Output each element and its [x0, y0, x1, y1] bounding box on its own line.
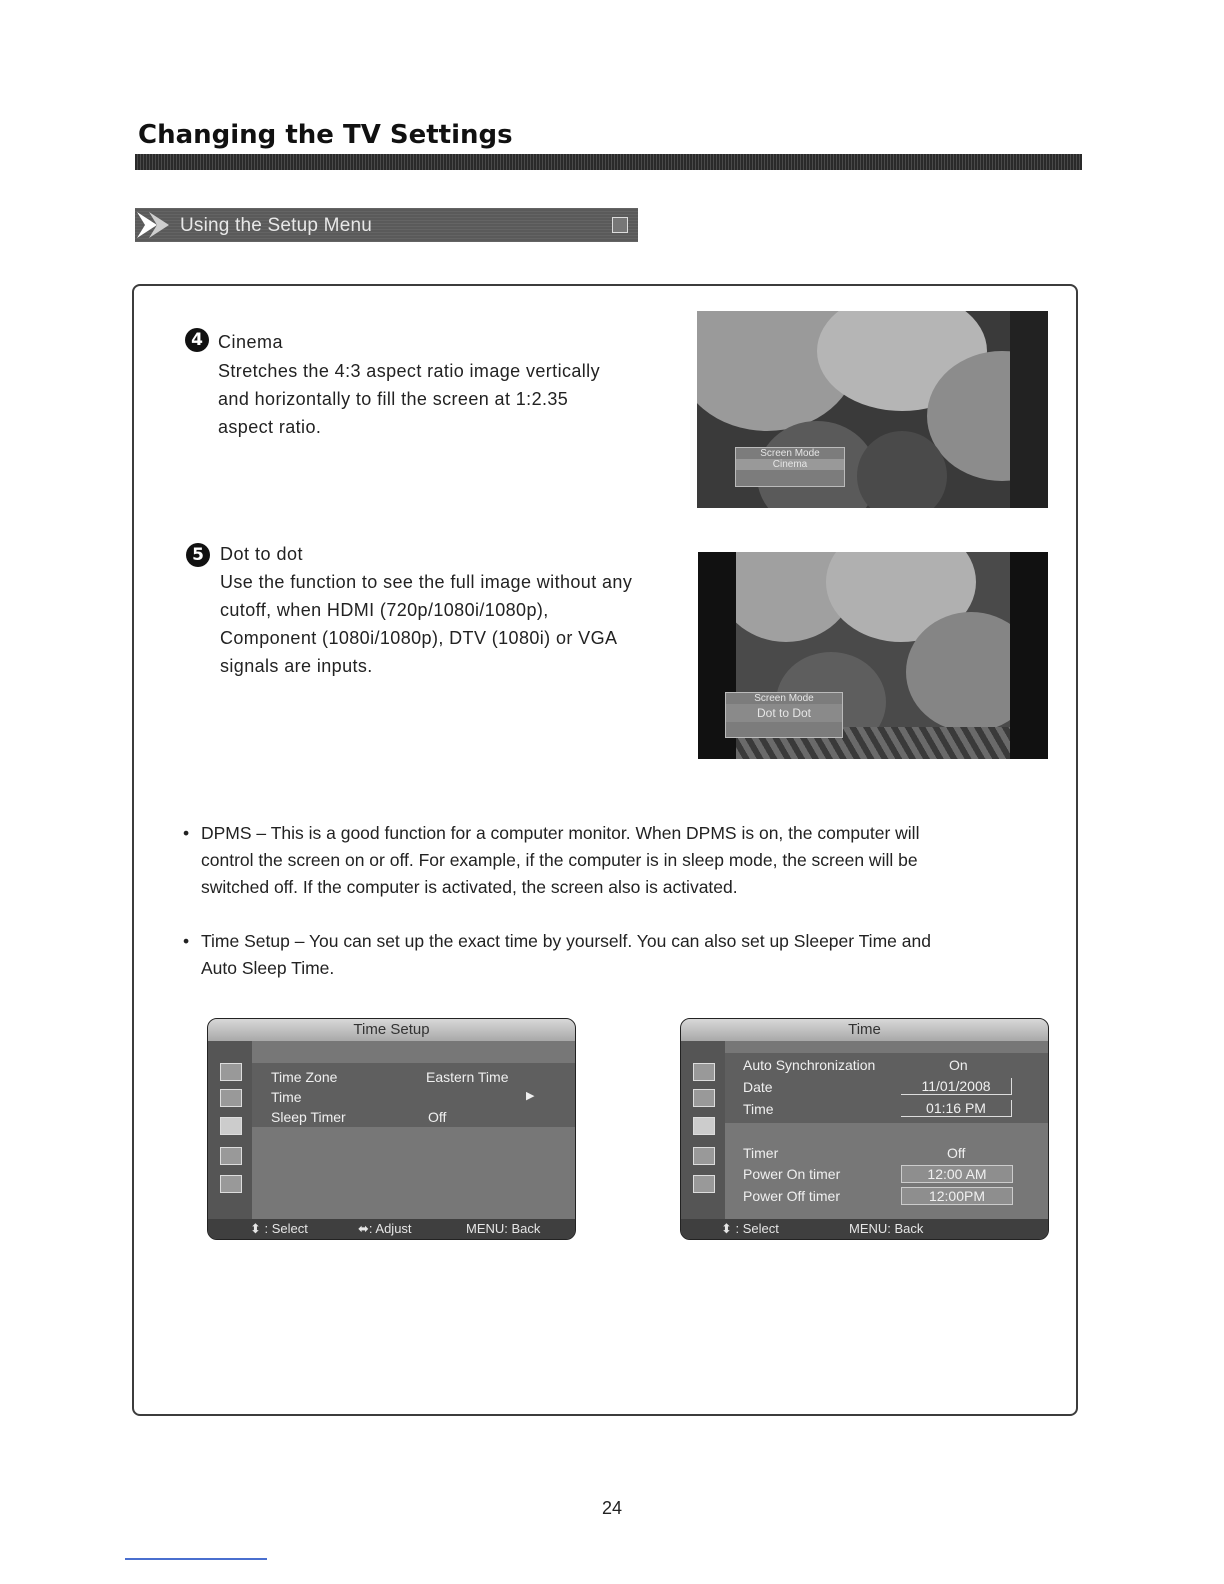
cinema-screenshot	[697, 311, 1048, 508]
picture-icon	[220, 1063, 242, 1081]
osd-title: Screen Mode	[754, 693, 814, 704]
clock-icon	[693, 1117, 715, 1135]
text-line: DPMS – This is a good function for a computer monitor. When DPMS is on, the computer will	[201, 823, 920, 843]
bullet-dot: •	[183, 931, 190, 951]
text-line: and horizontally to fill the screen at 1:2.35	[218, 389, 569, 409]
item-heading: Cinema	[218, 332, 284, 352]
item-heading: Dot to dot	[220, 544, 304, 564]
menu-sidebar	[208, 1041, 252, 1219]
clock-icon	[220, 1117, 242, 1135]
text-line: control the screen on or off. For example, if the computer is in sleep mode, the screen will be	[201, 850, 918, 870]
power-off-timer-field[interactable]: 12:00PM	[901, 1187, 1013, 1205]
footer-rule	[125, 1558, 267, 1560]
item-description	[218, 357, 678, 441]
letterbox-bar	[1010, 311, 1048, 508]
text-line: Use the function to see the full image without any	[220, 572, 633, 592]
power-on-timer-field[interactable]: 12:00 AM	[901, 1165, 1013, 1183]
select-hint: ⬍ : Select	[250, 1221, 308, 1236]
step-number-badge: 5	[186, 543, 210, 567]
text-line: Time Setup – You can set up the exact time by yourself. You can also set up Sleeper Time and	[201, 931, 931, 951]
osd-popup	[735, 447, 845, 487]
menu-item-label[interactable]: Sleep Timer	[271, 1109, 346, 1125]
bullet-dpms	[183, 820, 1063, 901]
menu-footer	[681, 1219, 1048, 1239]
section-title: Using the Setup Menu	[180, 215, 373, 236]
menu-item-value: Eastern Time	[426, 1069, 509, 1085]
menu-item-label[interactable]: Power Off timer	[743, 1188, 840, 1204]
bullet-dot: •	[183, 823, 190, 843]
bullet-time-setup	[183, 928, 1063, 982]
osd-value: Dot to Dot	[726, 704, 842, 722]
setup-icon	[220, 1175, 242, 1193]
menu-item-label[interactable]: Time	[271, 1089, 302, 1105]
text-line: Auto Sleep Time.	[201, 958, 335, 978]
text-line: cutoff, when HDMI (720p/1080i/1080p),	[220, 600, 549, 620]
date-field[interactable]: 11/01/2008	[901, 1078, 1012, 1095]
time-menu	[680, 1018, 1049, 1240]
select-hint: ⬍ : Select	[721, 1221, 779, 1236]
page-title: Changing the TV Settings	[138, 120, 513, 150]
menu-item-label[interactable]: Time Zone	[271, 1069, 338, 1085]
step-number-badge: 4	[185, 328, 209, 352]
text-line: signals are inputs.	[220, 656, 373, 676]
menu-item-value: Off	[947, 1145, 966, 1161]
osd-value: Cinema	[736, 459, 844, 470]
picture-icon	[693, 1063, 715, 1081]
menu-title: Time Setup	[208, 1019, 575, 1041]
time-field[interactable]: 01:16 PM	[901, 1100, 1012, 1117]
menu-item-label[interactable]: Date	[743, 1079, 773, 1095]
back-hint: MENU: Back	[849, 1221, 924, 1236]
menu-sidebar	[681, 1041, 725, 1219]
text-line: switched off. If the computer is activated, the screen also is activated.	[201, 877, 738, 897]
text-line: Component (1080i/1080p), DTV (1080i) or VGA	[220, 628, 618, 648]
lock-icon	[693, 1147, 715, 1165]
back-hint: MENU: Back	[466, 1221, 541, 1236]
text-line: aspect ratio.	[218, 417, 322, 437]
menu-item-value: Off	[428, 1109, 447, 1125]
audio-icon	[693, 1089, 715, 1107]
menu-item-label[interactable]: Power On timer	[743, 1166, 841, 1182]
menu-item-label[interactable]: Timer	[743, 1145, 779, 1161]
chevron-right-icon	[135, 208, 175, 242]
adjust-hint: ⬌: Adjust	[358, 1221, 412, 1236]
page-number: 24	[601, 1498, 623, 1518]
menu-title: Time	[681, 1019, 1048, 1041]
menu-footer	[208, 1219, 575, 1239]
setup-icon	[693, 1175, 715, 1193]
lock-icon	[220, 1147, 242, 1165]
time-setup-menu	[207, 1018, 576, 1240]
osd-title: Screen Mode	[760, 448, 820, 459]
menu-item-label[interactable]: Time	[743, 1101, 774, 1117]
osd-popup	[725, 692, 843, 738]
square-icon	[612, 217, 628, 233]
menu-item-value: On	[949, 1057, 968, 1073]
audio-icon	[220, 1089, 242, 1107]
menu-item-label[interactable]: Auto Synchronization	[743, 1057, 876, 1073]
title-rule	[135, 154, 1082, 170]
item-description	[220, 568, 690, 680]
text-line: Stretches the 4:3 aspect ratio image vertically	[218, 361, 600, 381]
play-arrow-icon: ▶	[526, 1090, 535, 1102]
dot-to-dot-screenshot	[698, 552, 1048, 759]
